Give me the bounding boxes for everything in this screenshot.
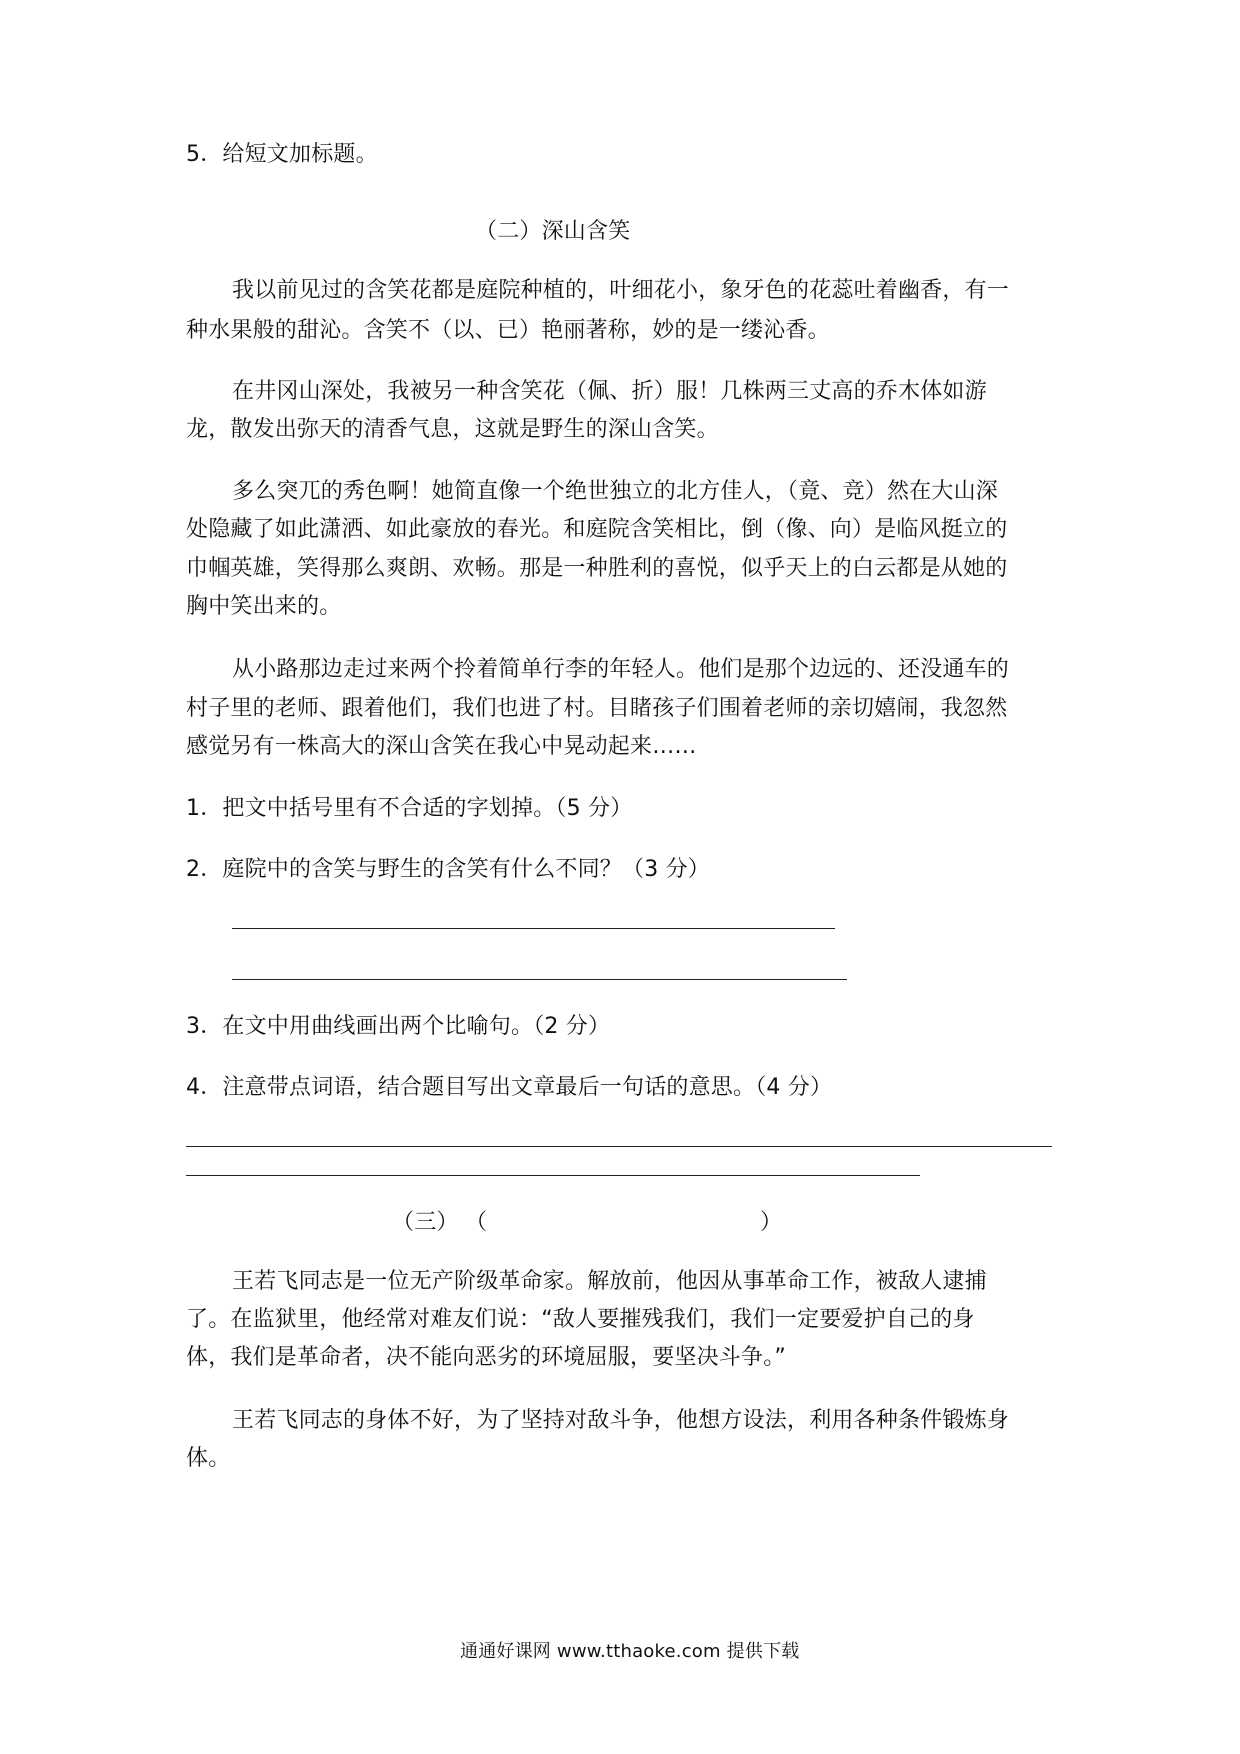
passage-2-para-4-line-3: 感觉另有一株高大的深山含笑在我心中晃动起来…… xyxy=(186,734,697,759)
section-3-title-close-paren: ） xyxy=(760,1210,783,1235)
question-5: 5．给短文加标题。 xyxy=(186,142,378,167)
question-2-3: 3．在文中用曲线画出两个比喻句。（2 分） xyxy=(186,1014,611,1039)
answer-line[interactable] xyxy=(186,1146,1052,1147)
passage-2-para-4-line-2: 村子里的老师、跟着他们，我们也进了村。目睹孩子们围着老师的亲切嬉闹，我忽然 xyxy=(186,696,1008,721)
section-3-title-number: （三） xyxy=(392,1210,459,1235)
passage-2-para-1-line-2: 种水果般的甜沁。含笑不（以、已）艳丽著称，妙的是一缕沁香。 xyxy=(186,318,830,343)
section-2-title: （二）深山含笑 xyxy=(475,219,631,244)
passage-3-para-1-line-3: 体，我们是革命者，决不能向恶劣的环境屈服，要坚决斗争。” xyxy=(186,1345,786,1370)
passage-2-para-1-line-1: 我以前见过的含笑花都是庭院种植的，叶细花小，象牙色的花蕊吐着幽香，有一 xyxy=(232,278,1010,303)
passage-2-para-3-line-2: 处隐藏了如此潇洒、如此豪放的春光。和庭院含笑相比，倒（像、向）是临风挺立的 xyxy=(186,517,1008,542)
answer-line[interactable] xyxy=(186,1175,920,1176)
passage-2-para-3-line-1: 多么突兀的秀色啊！她简直像一个绝世独立的北方佳人，（竟、竞）然在大山深 xyxy=(232,479,999,504)
footer-credit: 通通好课网 www.tthaoke.com 提供下载 xyxy=(460,1641,800,1662)
passage-3-para-1-line-1: 王若飞同志是一位无产阶级革命家。解放前，他因从事革命工作，被敌人逮捕 xyxy=(232,1269,987,1294)
passage-2-para-3-line-4: 胸中笑出来的。 xyxy=(186,594,342,619)
answer-line[interactable] xyxy=(232,979,847,980)
question-2-1: 1．把文中括号里有不合适的字划掉。（5 分） xyxy=(186,796,633,821)
question-2-2: 2．庭院中的含笑与野生的含笑有什么不同？（3 分） xyxy=(186,857,710,882)
answer-line[interactable] xyxy=(232,928,835,929)
passage-2-para-2-line-2: 龙，散发出弥天的清香气息，这就是野生的深山含笑。 xyxy=(186,417,719,442)
section-3-title-blank[interactable] xyxy=(490,1208,740,1238)
passage-3-para-2-line-1: 王若飞同志的身体不好，为了坚持对敌斗争，他想方设法，利用各种条件锻炼身 xyxy=(232,1408,1010,1433)
passage-2-para-3-line-3: 巾帼英雄，笑得那么爽朗、欢畅。那是一种胜利的喜悦，似乎天上的白云都是从她的 xyxy=(186,556,1008,581)
question-2-4: 4．注意带点词语，结合题目写出文章最后一句话的意思。（4 分） xyxy=(186,1075,833,1100)
section-3-title-open-paren: （ xyxy=(465,1210,488,1235)
passage-2-para-4-line-1: 从小路那边走过来两个拎着简单行李的年轻人。他们是那个边远的、还没通车的 xyxy=(232,657,1010,682)
passage-3-para-2-line-2: 体。 xyxy=(186,1446,231,1471)
passage-2-para-2-line-1: 在井冈山深处，我被另一种含笑花（佩、折）服！几株两三丈高的乔木体如游 xyxy=(232,379,987,404)
passage-3-para-1-line-2: 了。在监狱里，他经常对难友们说：“敌人要摧残我们，我们一定要爱护自己的身 xyxy=(186,1307,975,1332)
